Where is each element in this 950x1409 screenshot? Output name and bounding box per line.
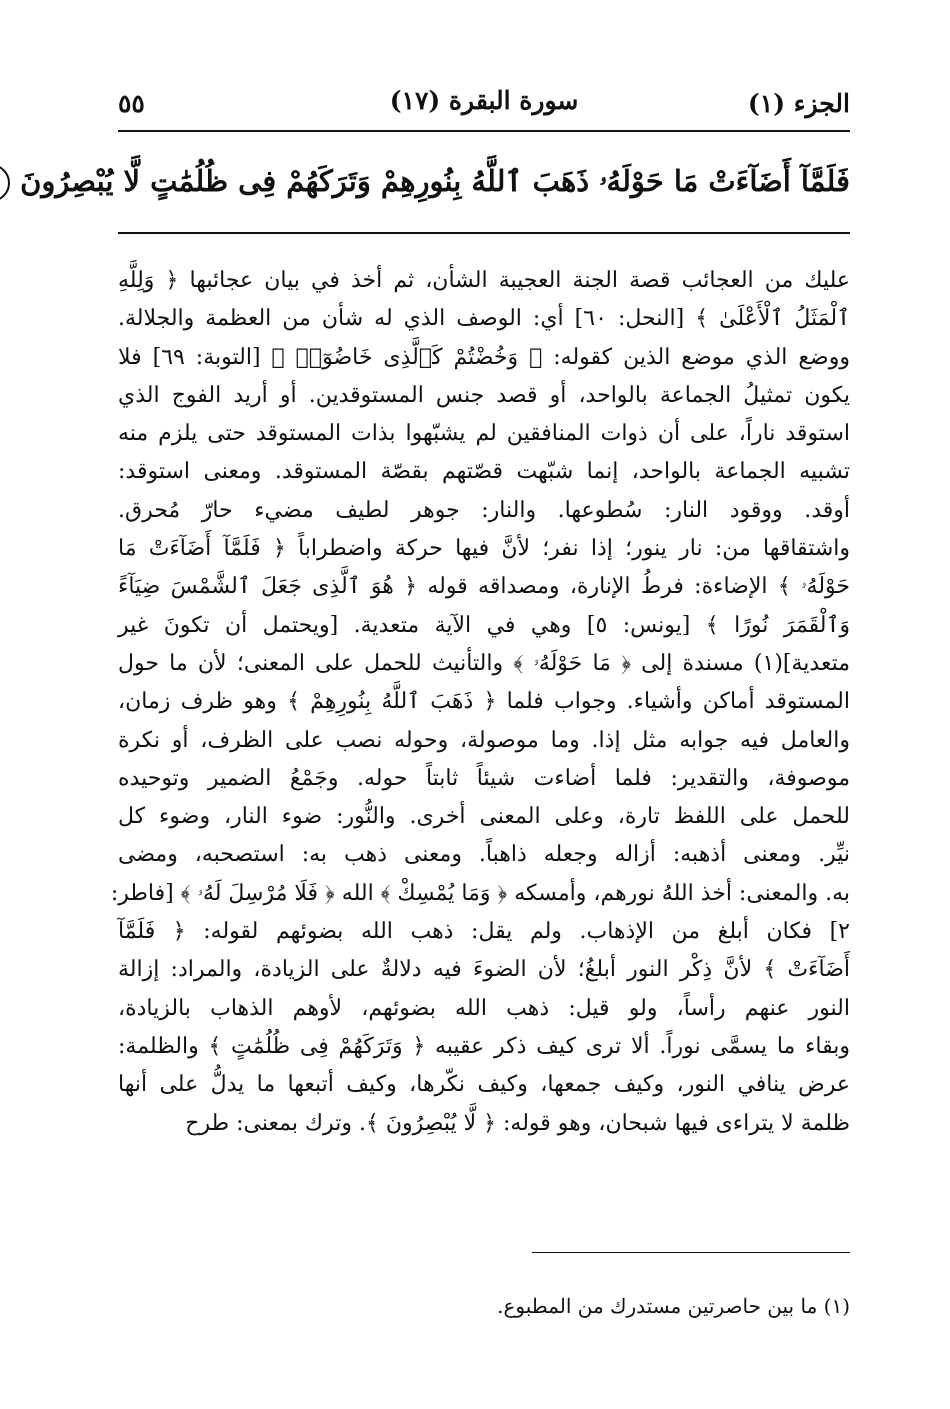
text-line: المستوقد أماكن وأشياء. وجواب فلما ﴿ ذَهَبَ ٱللَّهُ بِنُورِهِمْ ﴾ وهو ظرف زمان، (118, 689, 850, 715)
running-header (118, 80, 850, 126)
text-line: ٢] فكان أبلغ من الإذهاب. ولم يقل: ذهب الله بضوئهم لقوله: ﴿ فَلَمَّآ (118, 919, 850, 945)
text-line: أوقد. ووقود النار: سُطوعها. والنار: جوهر لطيف مضيء حارّ مُحرق. (118, 497, 850, 523)
text-line: والعامل فيه جوابه مثل إذا. وما موصولة، وحوله نصب على الظرف، أو نكرة (118, 727, 850, 753)
text-line: عليك من العجائب قصة الجنة العجيبة الشأن، ثم أخذ في بيان عجائبها ﴿ وَلِلَّهِ (118, 268, 850, 293)
text-line: موصوفة، والتقدير: فلما أضاءت شيئاً ثابتاً حوله. وجَمْعُ الضمير وتوحيده (118, 765, 850, 791)
text-line: النور عنهم رأساً، ولو قيل: ذهب الله بضوئهم، لأوهم الذهاب بالزيادة، (118, 995, 850, 1021)
text-line: تشبيه الجماعة بالواحد، إنما شبّهت قصّتهم بقصّة المستوقد. ومعنى استوقد: (118, 459, 850, 485)
juz-label: الجزء (١) (747, 88, 850, 118)
surah-title: سورة البقرة (١٧) (389, 86, 579, 115)
text-line: نيِّر. ومعنى أذهبه: أزاله وجعله ذاهباً. ومعنى ذهب به: استصحبه، ومضى (118, 842, 850, 868)
text-line: عرض ينافي النور، وكيف جمعها، وكيف نكّرها، وكيف أتبعها ما يدلُّ على أنها (118, 1072, 850, 1098)
text-line: حَوْلَهُۥ ﴾ الإضاءة: فرطُ الإنارة، ومصداقه قوله ﴿ هُوَ ٱلَّذِى جَعَلَ ٱلشَّمْسَ ضِيَآءً (118, 574, 850, 600)
text-line: ٱلْمَثَلُ ٱلْأَعْلَىٰ ﴾ [النحل: ٦٠] أي: الوصف الذي له شأن من العظمة والجلالة. (118, 306, 850, 332)
text-line: به. والمعنى: أخذ اللهُ نورهم، وأمسكه ﴿ وَمَا يُمْسِكْ ﴾ الله ﴿ فَلَا مُرْسِلَ لَهُۥ ﴾ [فاطر: (110, 880, 850, 906)
verse-number-marker (0, 164, 10, 202)
text-line: واشتقاقها من: نار ينور؛ إذا نفر؛ لأنَّ فيها حركة واضطراباً ﴿ فَلَمَّآ أَضَآءَتْ مَا (118, 536, 850, 562)
verse-divider (118, 232, 850, 234)
quran-verse (20, 150, 850, 212)
text-line: وبقاء ما يسمَّى نوراً. ألا ترى كيف ذكر عقيبه ﴿ وَتَرَكَهُمْ فِى ظُلُمَٰتٍ ﴾ والظلمة: (118, 1033, 850, 1059)
page-number: ٥٥ (118, 88, 145, 118)
verse-text: فَلَمَّآ أَضَآءَتْ مَا حَوْلَهُۥ ذَهَبَ ٱللَّهُ بِنُورِهِمْ وَتَرَكَهُمْ فِى ظُلُمَٰتٍ لَّا يُبْصِرُونَ (20, 164, 850, 198)
commentary-body (110, 262, 850, 1143)
footnote-divider (532, 1252, 850, 1253)
footnote: (١) ما بين حاصرتين مستدرك من المطبوع. (497, 1294, 850, 1318)
header-divider (118, 130, 850, 132)
text-line: وَٱلْقَمَرَ نُورًا ﴾ [يونس: ٥] وهي في الآية متعدية. [ويحتمل أن تكونَ غير (118, 612, 850, 638)
text-line: يكون تمثيلُ الجماعة بالواحد، أو قصد جنس المستوقدين. أو أريد الفوج الذي (118, 382, 850, 408)
text-line: استوقد ناراً، على أن ذوات المنافقين لم يشبّهوا بذات المستوقد حتى يلزم منه (118, 421, 850, 447)
text-line: للحمل على اللفظ تارة، وعلى المعنى أخرى. والنُّور: ضوء النار، وضوء كل (118, 804, 850, 830)
text-line: أَضَآءَتْ ﴾ لأنَّ ذِكْر النور أبلغُ؛ لأن الضوءَ فيه دلالةٌ على الزيادة، والمراد: إزالة (118, 957, 850, 983)
text-line: متعدية](١) مسندة إلى ﴿ مَا حَوْلَهُۥ ﴾ والتأنيث للحمل على المعنى؛ لأن ما حول (118, 650, 850, 676)
text-line: ووضع الذي موضع الذين كقوله: ﴿ وَخُضْتُمْ كَٱلَّذِى خَاضُوٓا۟ ﴾ [التوبة: ٦٩] فلا (118, 344, 850, 370)
text-line: ظلمة لا يتراءى فيها شبحان، وهو قوله: ﴿ لَّا يُبْصِرُونَ ﴾. وترك بمعنى: طرح (185, 1110, 850, 1136)
